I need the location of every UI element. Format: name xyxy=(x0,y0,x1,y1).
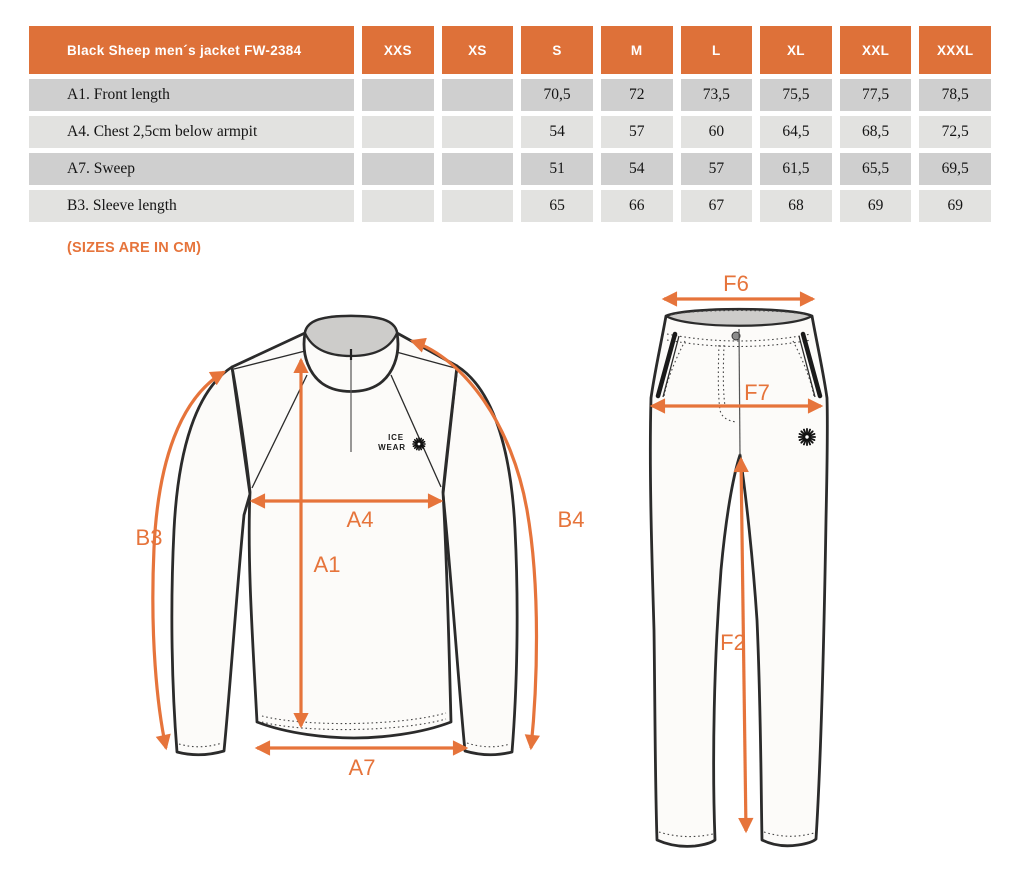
size-value-cell: 69 xyxy=(919,190,991,222)
size-column-header: XXXL xyxy=(919,26,991,74)
dimension-label-f6: F6 xyxy=(723,271,749,296)
snowflake-icon xyxy=(413,438,425,450)
pants-waist-opening xyxy=(666,309,812,326)
jacket-drawing xyxy=(172,316,517,755)
size-value-cell: 65 xyxy=(521,190,593,222)
size-table-title: Black Sheep men´s jacket FW-2384 xyxy=(29,26,354,74)
size-value-cell: 64,5 xyxy=(760,116,832,148)
size-value-cell: 72 xyxy=(601,79,673,111)
dimension-label-b3: B3 xyxy=(135,525,163,550)
size-value-cell: 70,5 xyxy=(521,79,593,111)
measure-label: A1. Front length xyxy=(29,79,354,111)
size-value-cell: 57 xyxy=(601,116,673,148)
dimension-label-b4: B4 xyxy=(557,507,585,532)
size-column-header: M xyxy=(601,26,673,74)
size-value-cell: 65,5 xyxy=(840,153,912,185)
pants-drawing xyxy=(650,309,827,846)
size-value-cell: 67 xyxy=(681,190,753,222)
size-value-cell: 60 xyxy=(681,116,753,148)
pants-silhouette xyxy=(650,309,827,846)
measure-label: A4. Chest 2,5cm below armpit xyxy=(29,116,354,148)
jacket-torso xyxy=(232,333,457,738)
size-column-header: XL xyxy=(760,26,832,74)
dimension-label-a7: A7 xyxy=(348,755,376,780)
size-value-cell: 69 xyxy=(840,190,912,222)
logo-text-line1: ICE xyxy=(388,433,404,442)
size-value-cell: 75,5 xyxy=(760,79,832,111)
measure-label: B3. Sleeve length xyxy=(29,190,354,222)
dimension-label-a4: A4 xyxy=(346,507,374,532)
size-value-cell: 66 xyxy=(601,190,673,222)
size-value-cell: 72,5 xyxy=(919,116,991,148)
size-value-cell: 73,5 xyxy=(681,79,753,111)
measure-label: A7. Sweep xyxy=(29,153,354,185)
logo-text-line2: WEAR xyxy=(378,443,406,452)
jacket-left-sleeve xyxy=(172,367,250,755)
size-column-header: XXL xyxy=(840,26,912,74)
dimension-label-f7: F7 xyxy=(744,380,770,405)
size-value-cell: 61,5 xyxy=(760,153,832,185)
snowflake-icon xyxy=(799,429,815,445)
size-column-header: L xyxy=(681,26,753,74)
size-value-cell: 77,5 xyxy=(840,79,912,111)
size-column-header: XS xyxy=(442,26,514,74)
size-value-cell: 54 xyxy=(521,116,593,148)
size-value-cell: 68 xyxy=(760,190,832,222)
size-value-cell: 78,5 xyxy=(919,79,991,111)
size-column-header: XXS xyxy=(362,26,434,74)
size-column-header: S xyxy=(521,26,593,74)
size-value-cell: 69,5 xyxy=(919,153,991,185)
jacket-right-sleeve xyxy=(443,366,517,755)
size-value-cell: 51 xyxy=(521,153,593,185)
dimension-label-a1: A1 xyxy=(313,552,341,577)
dimension-label-f2: F2 xyxy=(720,630,746,655)
sizes-in-cm-note: (SIZES ARE IN CM) xyxy=(67,240,202,256)
size-value-cell: 57 xyxy=(681,153,753,185)
size-value-cell: 68,5 xyxy=(840,116,912,148)
size-value-cell: 54 xyxy=(601,153,673,185)
